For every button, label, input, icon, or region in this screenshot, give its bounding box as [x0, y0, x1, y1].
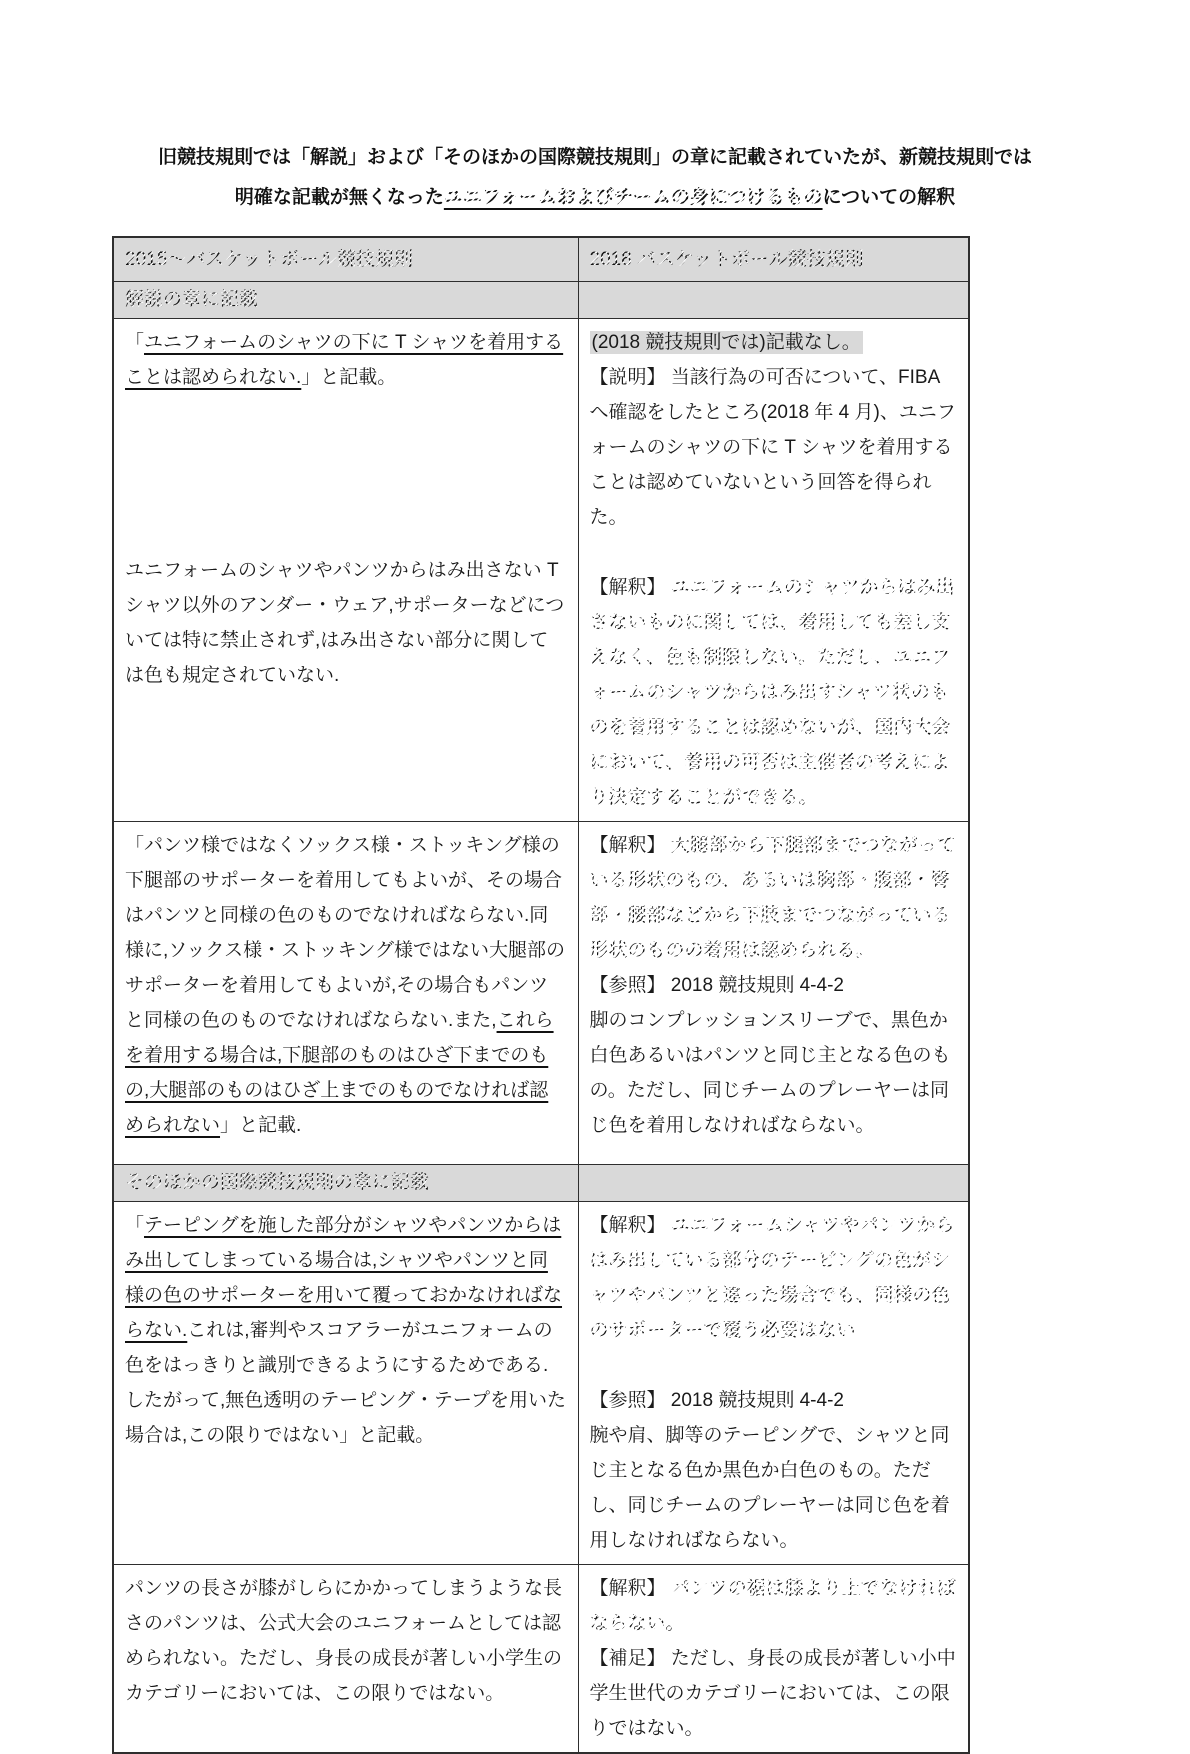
section-sonota-empty-cell	[578, 1165, 969, 1202]
section-row-kaisetsu	[113, 282, 969, 319]
tshirt-kaishaku: 【解釈】 ユニフォームのシャツからはみ出さないものに関しては、着用しても差し支えなく、色も制限しない。ただし、ユニフォームのシャツからはみ出すシャツ状のものを着用することは認めないが、国内大会において、着用の可否は主催者の考えにより決定することができる。	[589, 577, 955, 808]
supporter-detail: 脚のコンプレッションスリーブで、黒色か白色あるいはパンツと同じ主となる色のもの。ただし、同じチームのプレーヤーは同じ色を着用しなければならない。	[589, 1010, 951, 1136]
table-header-row	[113, 237, 969, 282]
header-cell-2015: 2015〜バスケットボール競技規則	[113, 237, 578, 282]
rules-comparison-table	[112, 236, 970, 1754]
section-row-sonota	[113, 1165, 969, 1202]
taping-kaishaku: 【解釈】 ユニフォームシャツやパンツからはみ出している部分のテーピングの色がシャツやパンツと違った場合でも、同様の色のサポーターで覆う必要はない	[589, 1215, 955, 1341]
row-tshirt	[113, 319, 969, 822]
pants-hosoku: 【補足】 ただし、身長の成長が著しい小中学生世代のカテゴリーにおいては、この限りではない。	[589, 1648, 956, 1739]
title-line1: 旧競技規則では「解説」および「そのほかの国際競技規則」の章に記載されていたが、新競技規則では	[157, 147, 1032, 168]
row-taping	[113, 1202, 969, 1565]
row-supporter-right-cell	[578, 822, 969, 1165]
document-title	[0, 0, 1190, 218]
tshirt-setsumei: 【説明】 当該行為の可否について、FIBA へ確認をしたところ(2018 年 4 月)、ユニフォームのシャツの下に T シャツを着用することは認めていないという回答を得られた。	[589, 367, 956, 528]
row-supporter-left-cell	[113, 822, 578, 1165]
taping-sansho: 【参照】 2018 競技規則 4-4-2	[589, 1390, 844, 1411]
pants-kaishaku: 【解釈】 パンツの裾は膝より上でなければならない。	[589, 1578, 956, 1634]
row-pants-length	[113, 1565, 969, 1754]
pants-old-text: パンツの長さが膝がしらにかかってしまうような長さのパンツは、公式大会のユニフォームとしては認められない。ただし、身長の成長が著しい小学生のカテゴリーにおいては、この限りではない。	[125, 1578, 563, 1704]
title-line2-underlined: ユニフォームおよびチームの身につけるもの	[443, 187, 823, 208]
row-pants-right-cell	[578, 1565, 969, 1754]
section-sonota-cell: そのほかの国際競技規則の章に記載	[113, 1165, 578, 1202]
row-taping-right-cell	[578, 1202, 969, 1565]
section-kaisetsu-empty-cell	[578, 282, 969, 319]
title-line2-pre: 明確な記載が無くなった	[234, 187, 444, 208]
row-tshirt-left-cell	[113, 319, 578, 822]
tshirt-no-mention: (2018 競技規則では)記載なし。	[591, 332, 861, 353]
taping-detail: 腕や肩、脚等のテーピングで、シャツと同じ主となる色か黒色か白色のもの。ただし、同じチームのプレーヤーは同じ色を着用しなければならない。	[589, 1425, 950, 1551]
row-taping-left-cell	[113, 1202, 578, 1565]
row-tshirt-right-cell	[578, 319, 969, 822]
supporter-sansho: 【参照】 2018 競技規則 4-4-2	[589, 975, 844, 996]
row-pants-left-cell	[113, 1565, 578, 1754]
tshirt-old-quote: 「ユニフォームのシャツの下に T シャツを着用することは認められない.」と記載。	[125, 332, 564, 388]
row-supporter	[113, 822, 969, 1165]
supporter-old-quote: 「パンツ様ではなくソックス様・ストッキング様の下腿部のサポーターを着用してもよいが、その場合はパンツと同様の色のものでなければならない.同様に,ソックス様・ストッキング様ではない大腿部のサポーターを着用してもよいが,その場合もパンツと同様の色のものでなければならない.また,これらを着用する場合は,下腿部のものはひざ下までのもの,大腿部のものはひざ上までのものでなければ認められない」と記載.	[125, 835, 566, 1136]
header-cell-2018: 2018 バスケットボール競技規則	[578, 237, 969, 282]
title-line2-post: についての解釈	[822, 187, 956, 208]
supporter-kaishaku: 【解釈】 大腿部から下腿部までつながっている形状のもの、あるいは胸部・腹部・臀部・腰部などから下肢までつながっている形状のものの着用は認められる。	[589, 835, 956, 961]
tshirt-old-para2: ユニフォームのシャツやパンツからはみ出さない T シャツ以外のアンダー・ウェア,サポーターなどについては特に禁止されず,はみ出さない部分に関しては色も規定されていない.	[125, 560, 565, 686]
section-kaisetsu-cell: 解説の章に記載	[113, 282, 578, 319]
taping-old-quote: 「テーピングを施した部分がシャツやパンツからはみ出してしまっている場合は,シャツやパンツと同様の色のサポーターを用いて覆っておかなければならない.これは,審判やスコアラーがユニフォームの色をはっきりと識別できるようにするためである.したがって,無色透明のテーピング・テープを用いた場合は,この限りではない」と記載。	[125, 1215, 566, 1446]
